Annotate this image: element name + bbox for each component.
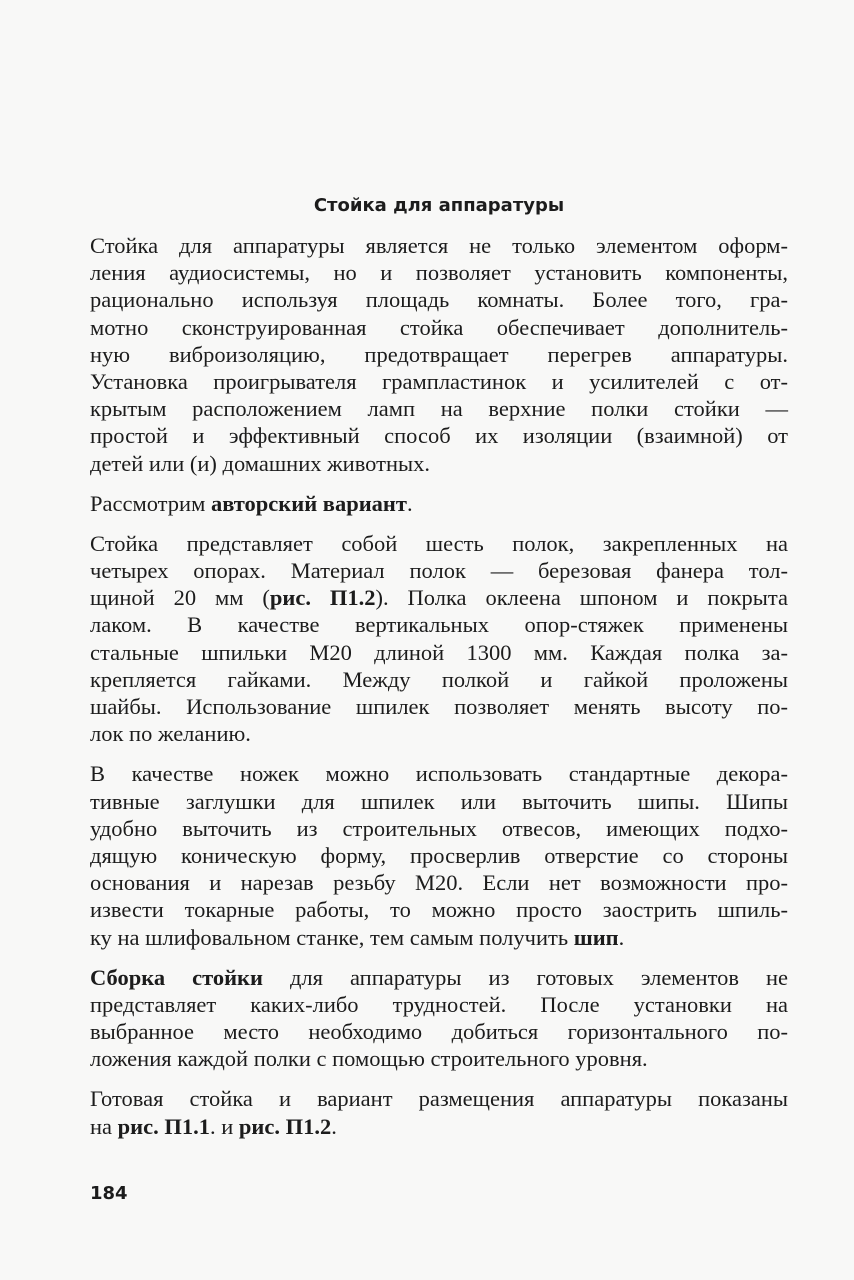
text-run: ления аудиосистемы, но и позволяет установить компоненты, bbox=[90, 260, 788, 286]
text-run: . bbox=[331, 1113, 337, 1139]
text-line bbox=[90, 450, 788, 477]
text-run: шайбы. Использование шпилек позволяет менять высоту по- bbox=[90, 694, 788, 719]
text-line bbox=[90, 557, 788, 584]
text-line bbox=[90, 896, 788, 923]
text-line bbox=[90, 259, 788, 286]
paragraph bbox=[90, 1085, 788, 1139]
text-line bbox=[90, 815, 788, 842]
bold-text: авторский вариант bbox=[210, 490, 407, 516]
bold-text: рис. П1.2 bbox=[269, 585, 376, 611]
paragraph-gap bbox=[90, 747, 788, 760]
bold-text: шип bbox=[573, 924, 619, 950]
text-run: лок по желанию. bbox=[90, 721, 251, 747]
text-run: простой и эффективный способ их изоляции (взаимной) от bbox=[90, 423, 788, 449]
text-line bbox=[90, 693, 788, 720]
paragraph-gap bbox=[90, 951, 788, 964]
text-run: основания и нарезав резьбу М20. Если нет возможности про- bbox=[90, 870, 788, 896]
paragraph-gap bbox=[90, 477, 788, 490]
text-run: ку на шлифовальном станке, тем самым получить bbox=[90, 924, 574, 950]
text-run: В качестве ножек можно использовать стандартные декора- bbox=[90, 761, 788, 787]
text-line bbox=[90, 286, 788, 313]
text-run: тивные заглушки для шпилек или выточить шипы. Шипы bbox=[90, 788, 788, 814]
text-line bbox=[90, 869, 788, 896]
text-line bbox=[90, 232, 788, 259]
text-line bbox=[90, 842, 788, 869]
text-run: для аппаратуры из готовых элементов не bbox=[262, 964, 788, 990]
text-run: крытым расположением ламп на верхние полки стойки — bbox=[90, 396, 788, 422]
text-run: ную виброизоляцию, предотвращает перегрев аппаратуры. bbox=[90, 341, 788, 367]
text-line bbox=[90, 1085, 788, 1112]
text-line bbox=[90, 1018, 788, 1045]
bold-text: рис. П1.2 bbox=[238, 1113, 332, 1139]
text-run: Готовая стойка и вариант размещения аппаратуры показаны bbox=[90, 1086, 788, 1112]
page-number: 184 bbox=[90, 1183, 128, 1204]
paragraph bbox=[90, 232, 788, 477]
paragraph-gap bbox=[90, 1072, 788, 1085]
text-line bbox=[90, 368, 788, 395]
bold-text: Сборка стойки bbox=[90, 964, 263, 990]
text-run: четырех опорах. Материал полок — березовая фанера тол- bbox=[90, 558, 788, 584]
text-line bbox=[90, 530, 788, 557]
text-run: Рассмотрим bbox=[90, 490, 211, 516]
text-run: представляет каких-либо трудностей. После установки на bbox=[90, 991, 788, 1017]
text-run: Стойка для аппаратуры является не только элементом оформ- bbox=[90, 233, 788, 258]
section-heading: Стойка для аппаратуры bbox=[313, 195, 565, 216]
text-line bbox=[90, 341, 788, 368]
text-run: Стойка представляет собой шесть полок, закрепленных на bbox=[90, 530, 788, 556]
text-line bbox=[90, 490, 788, 517]
text-run: выбранное место необходимо добиться горизонтального по- bbox=[90, 1019, 788, 1045]
text-run: Установка проигрывателя грампластинок и усилителей с от- bbox=[90, 368, 788, 394]
text-line bbox=[90, 584, 788, 611]
text-line bbox=[90, 422, 788, 449]
body-text bbox=[90, 232, 788, 1140]
paragraph bbox=[90, 964, 788, 1073]
text-line bbox=[90, 788, 788, 815]
text-line bbox=[90, 314, 788, 341]
text-run: дящую коническую форму, просверлив отверстие со стороны bbox=[90, 842, 788, 868]
text-run: удобно выточить из строительных отвесов, имеющих подхо- bbox=[90, 815, 788, 841]
text-run: ). Полка оклеена шпоном и покрыта bbox=[375, 585, 789, 611]
text-run: извести токарные работы, то можно просто заострить шпиль- bbox=[90, 897, 788, 923]
text-run: рационально используя площадь комнаты. Более того, гра- bbox=[90, 287, 788, 313]
bold-text: рис. П1.1 bbox=[117, 1113, 210, 1139]
text-run: мотно сконструированная стойка обеспечивает дополнитель- bbox=[90, 314, 788, 340]
text-run: щиной 20 мм ( bbox=[90, 585, 270, 611]
text-run: на bbox=[90, 1113, 118, 1139]
text-line bbox=[90, 964, 788, 991]
text-line bbox=[90, 991, 788, 1018]
paragraph-gap bbox=[90, 517, 788, 530]
paragraph bbox=[90, 490, 788, 517]
text-line bbox=[90, 611, 788, 638]
text-line bbox=[90, 1045, 788, 1072]
text-line bbox=[90, 720, 788, 747]
text-line bbox=[90, 395, 788, 422]
text-run: . и bbox=[210, 1113, 239, 1139]
text-line bbox=[90, 1113, 788, 1140]
text-run: . bbox=[618, 924, 625, 950]
text-line bbox=[90, 924, 788, 951]
text-run: ложения каждой полки с помощью строительного уровня. bbox=[90, 1046, 648, 1072]
text-line bbox=[90, 666, 788, 693]
text-line bbox=[90, 760, 788, 787]
text-run: крепляется гайками. Между полкой и гайкой проложены bbox=[90, 666, 788, 692]
text-run: детей или (и) домашних животных. bbox=[90, 450, 431, 476]
text-run: стальные шпильки М20 длиной 1300 мм. Каждая полка за- bbox=[90, 639, 788, 665]
paragraph bbox=[90, 760, 788, 950]
text-run: лаком. В качестве вертикальных опор-стяжек применены bbox=[90, 612, 788, 638]
text-run: . bbox=[406, 490, 413, 516]
text-line bbox=[90, 639, 788, 666]
paragraph bbox=[90, 530, 788, 748]
